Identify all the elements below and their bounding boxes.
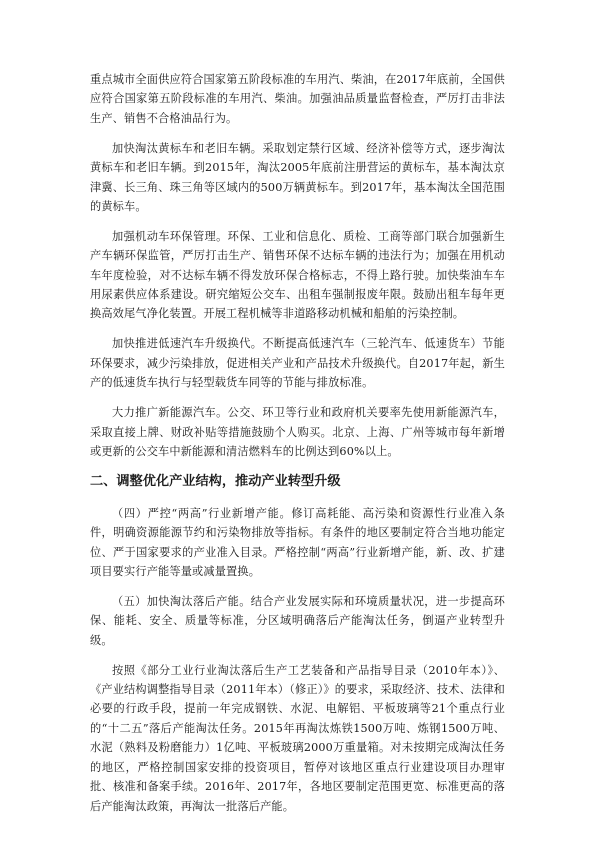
paragraph-eliminate-old-vehicles: 加快淘汰黄标车和老旧车辆。采取划定禁行区域、经济补偿等方式，逐步淘汰黄标车和老旧车辆。到2015年，淘汰2005年底前注册营运的黄标车，基本淘汰京津冀、长三角、珠三角等区域内的500万辆黄标车。到2017年，基本淘汰全国范围的黄标车。 (90, 141, 505, 213)
paragraph-control-new-capacity: （四）严控“两高”行业新增产能。修订高耗能、高污染和资源性行业准入条件，明确资源能源节约和污染物排放等指标。有条件的地区要制定符合当地功能定位、严于国家要求的产业准入目录。严格控制“两高”行业新增产能，新、改、扩建项目要实行产能等量或减量置换。 (90, 506, 505, 579)
section-heading-industrial-structure: 二、调整优化产业结构，推动产业转型升级 (90, 473, 341, 489)
document-page (90, 70, 505, 826)
paragraph-new-energy-vehicles: 大力推广新能源汽车。公交、环卫等行业和政府机关要率先使用新能源汽车，采取直接上牌、财政补贴等措施鼓励个人购买。北京、上海、广州等城市每年新增或更新的公交车中新能源和清洁燃料车的比例达到60%以上。 (90, 406, 505, 458)
paragraph-eliminate-backward-capacity: （五）加快淘汰落后产能。结合产业发展实际和环境质量状况，进一步提高环保、能耗、安全、质量等标准，分区域明确落后产能淘汰任务，倒逼产业转型升级。 (90, 594, 505, 647)
paragraph-elimination-targets: 按照《部分工业行业淘汰落后生产工艺装备和产品指导目录（2010年本）》、《产业结构调整指导目录（2011年本）（修正）》的要求，采取经济、技术、法律和必要的行政手段，提前一年完成钢铁、水泥、电解铝、平板玻璃等21个重点行业的“十二五”落后产能淘汰任务。2015年再淘汰炼铁1500万吨、炼钢1500万吨、水泥（熟料及粉磨能力）1亿吨、平板玻璃2000万重量箱。对未按期完成淘汰任务的地区，严格控制国家安排的投资项目，暂停对该地区重点行业建设项目办理审批、核准和备案手续。2016年、2017年，各地区要制定范围更宽、标准更高的落后产能淘汰政策，再淘汰一批落后产能。 (90, 663, 505, 813)
paragraph-low-speed-vehicle-upgrade: 加快推进低速汽车升级换代。不断提高低速汽车（三轮汽车、低速货车）节能环保要求，减少污染排放，促进相关产业和产品技术升级换代。自2017年起，新生产的低速货车执行与轻型载货车同等的节能与排放标准。 (90, 337, 505, 390)
paragraph-vehicle-environmental-management: 加强机动车环保管理。环保、工业和信息化、质检、工商等部门联合加强新生产车辆环保监管，严厉打击生产、销售环保不达标车辆的违法行为；加强在用机动车年度检验，对不达标车辆不得发放环保合格标志，不得上路行驶。加快柴油车车用尿素供应体系建设。研究缩短公交车、出租车强制报废年限。鼓励出租车每年更换高效尾气净化装置。开展工程机械等非道路移动机械和船舶的污染控制。 (90, 229, 505, 321)
paragraph-fuel-supply: 重点城市全面供应符合国家第五阶段标准的车用汽、柴油，在2017年底前，全国供应符合国家第五阶段标准的车用汽、柴油。加强油品质量监督检查，严厉打击非法生产、销售不合格油品行为。 (90, 73, 505, 125)
